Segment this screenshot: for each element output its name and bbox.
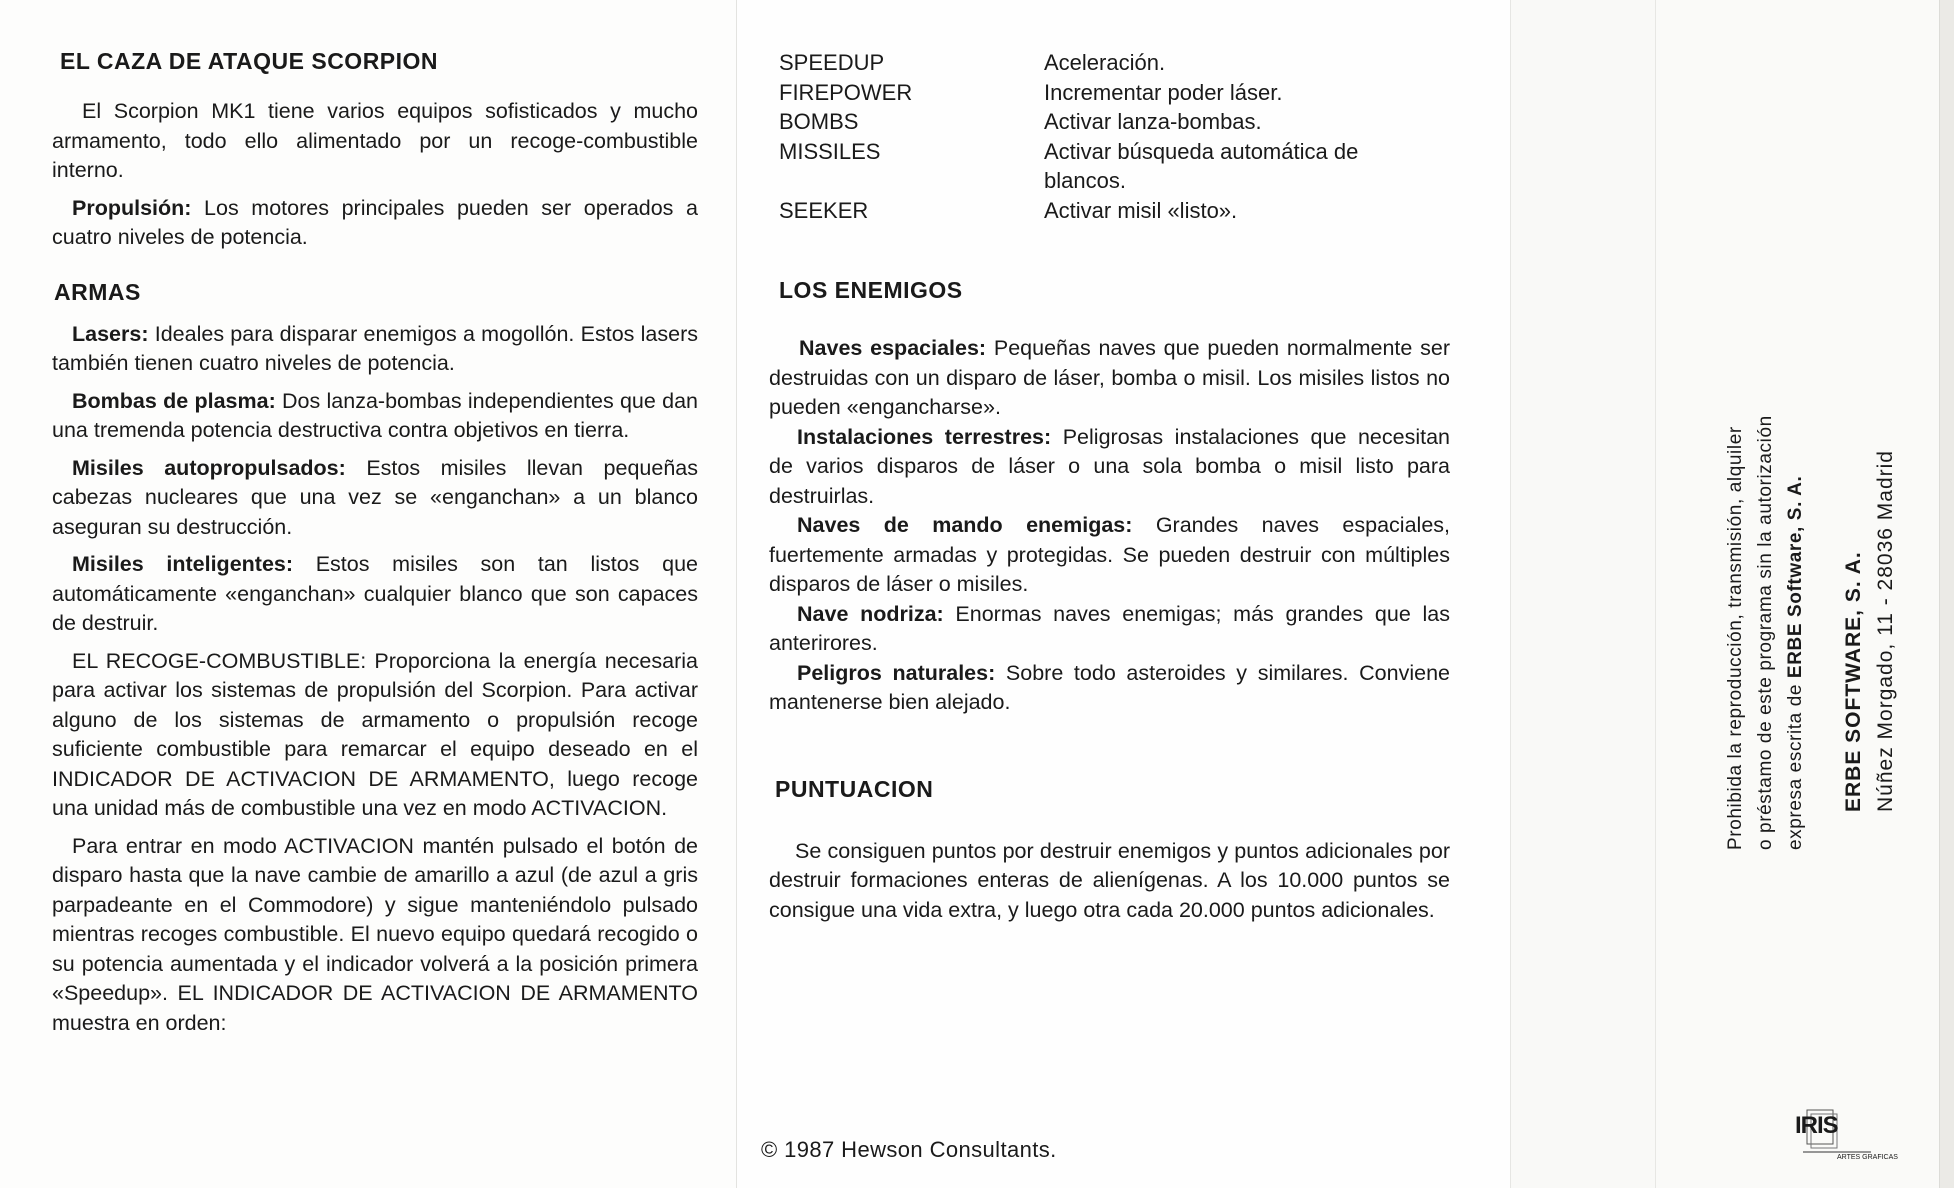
misiles-int-text: Estos misiles son tan listos que automáticamente «enganchan» cualquier blanco que son capaces de destruir. [52, 552, 698, 635]
iris-logo [1793, 1108, 1898, 1168]
lasers-paragraph [52, 320, 698, 379]
mando-text: Grandes naves espaciales, fuertemente armadas y protegidas. Se pueden destruir con múltiples disparos de láser o misiles. [769, 513, 1450, 596]
misiles-int-label: Misiles inteligentes: [72, 552, 294, 576]
peligros-paragraph [769, 659, 1450, 718]
cmd-desc: Activar misil «listo». [1044, 197, 1238, 223]
misiles-int-paragraph [52, 550, 698, 639]
cmd-desc: Incrementar poder láser. [1044, 79, 1283, 105]
blank-flap [1510, 0, 1655, 1188]
lasers-label: Lasers: [72, 321, 149, 346]
nodriza-text: Enormas naves enemigas; más grandes que las anterirores. [769, 601, 1450, 655]
section-title-scorpion: EL CAZA DE ATAQUE SCORPION [60, 48, 439, 74]
naves-label: Naves espaciales: [799, 336, 987, 360]
nodriza-paragraph [769, 600, 1450, 659]
cmd-desc: Activar búsqueda automática de blancos. [1044, 138, 1359, 193]
instalaciones-text: Peligrosas instalaciones que necesitan de varios disparos de láser o una sola bomba o misil listo para destruirlas. [769, 424, 1450, 508]
misiles-auto-text: Estos misiles llevan pequeñas cabezas nucleares que una vez se «enganchan» a un blanco aseguran su destrucción. [52, 455, 698, 539]
cmd-key: BOMBS [779, 109, 859, 134]
section-title-armas: ARMAS [54, 278, 141, 305]
logo-subtext: ARTES GRAFICAS [1837, 1154, 1898, 1161]
publisher-name: ERBE SOFTWARE, S. A. [1842, 551, 1865, 812]
mando-paragraph [769, 511, 1450, 600]
peligros-label: Peligros naturales: [797, 660, 996, 685]
legal-line-1: Prohibida la reproducción, transmisión, alquiler [1725, 426, 1746, 850]
legal-line-3 [1781, 290, 1811, 850]
nodriza-label: Nave nodriza: [797, 601, 944, 626]
recoge-paragraph: EL RECOGE-COMBUSTIBLE: Proporciona la energía necesaria para activar los sistemas de propulsión del Scorpion. Para activar alguno de los sistemas de armamento o propulsión recoge suficiente combustible para remarcar el equipo deseado en el INDICADOR DE ACTIVACION DE ARMAMENTO, luego recoge una unidad más de combustible una vez en modo ACTIVACION. [52, 648, 698, 820]
intro-paragraph: El Scorpion MK1 tiene varios equipos sofisticados y mucho armamento, todo ello alimentado por un recoge-combustible interno. [52, 99, 698, 182]
enemy-list [769, 334, 1450, 718]
cmd-key: FIREPOWER [779, 79, 913, 105]
cmd-desc: Activar lanza-bombas. [1044, 109, 1262, 134]
panel-scorpion [0, 0, 736, 1188]
bombas-paragraph [52, 387, 698, 446]
page-edge [1939, 0, 1954, 1188]
bombas-text: Dos lanza-bombas independientes que dan una tremenda potencia destructiva contra objetivos en tierra. [52, 388, 698, 442]
section-title-enemigos: LOS ENEMIGOS [779, 277, 963, 303]
legal-brand: ERBE Software, S. A. [1785, 475, 1806, 679]
instalaciones-paragraph [769, 423, 1450, 512]
cmd-key: MISSILES [779, 138, 881, 164]
cmd-key: SEEKER [779, 197, 869, 223]
cmd-key: SPEEDUP [779, 50, 885, 75]
activacion-paragraph: Para entrar en modo ACTIVACION mantén pulsado el botón de disparo hasta que la nave cambie de amarillo a azul (de azul a gris parpadeante en el Commodore) y sigue manteniéndolo pulsado mientras recoges combustible. El nuevo equipo quedará recogido o su potencia aumentada y el indicador volverá a la posición primera «Speedup». EL INDICADOR DE ACTIVACION DE ARMAMENTO muestra en orden: [52, 833, 698, 1035]
logo-text: IRIS [1795, 1112, 1838, 1139]
peligros-text: Sobre todo asteroides y similares. Conviene mantenerse bien alejado. [769, 660, 1450, 714]
misiles-auto-label: Misiles autopropulsados: [72, 455, 346, 480]
panel-enemigos [736, 0, 1510, 1188]
publisher-address: Núñez Morgado, 11 - 28036 Madrid [1874, 450, 1897, 812]
misiles-auto-paragraph [52, 454, 698, 543]
section-title-puntuacion: PUNTUACION [775, 775, 934, 802]
legal-line-3-text: expresa escrita de [1785, 678, 1806, 850]
weapon-indicator-list [779, 48, 1450, 225]
publisher-block [1838, 372, 1902, 812]
mando-label: Naves de mando enemigas: [797, 513, 1133, 537]
copyright: © 1987 Hewson Consultants. [761, 1137, 1057, 1162]
legal-notice [1721, 290, 1811, 850]
bombas-label: Bombas de plasma: [72, 388, 276, 413]
naves-paragraph [769, 334, 1450, 423]
propulsion-paragraph [52, 194, 698, 253]
legal-line-2: o préstamo de este programa sin la autorización [1755, 415, 1776, 850]
instalaciones-label: Instalaciones terrestres: [797, 424, 1052, 449]
propulsion-text: Los motores principales pueden ser operados a cuatro niveles de potencia. [52, 195, 698, 249]
propulsion-label: Propulsión: [72, 195, 192, 220]
naves-text: Pequeñas naves que pueden normalmente ser destruidas con un disparo de láser, bomba o misil. Los misiles listos no pueden «engancharse». [769, 336, 1450, 419]
lasers-text: Ideales para disparar enemigos a mogollón. Estos lasers también tienen cuatro niveles de potencia. [52, 321, 698, 375]
puntuacion-paragraph: Se consiguen puntos por destruir enemigos y puntos adicionales por destruir formaciones enteras de alienígenas. A los 10.000 puntos se consigue una vida extra, y luego otra cada 20.000 puntos adicionales. [769, 838, 1450, 922]
cmd-desc: Aceleración. [1044, 50, 1166, 75]
